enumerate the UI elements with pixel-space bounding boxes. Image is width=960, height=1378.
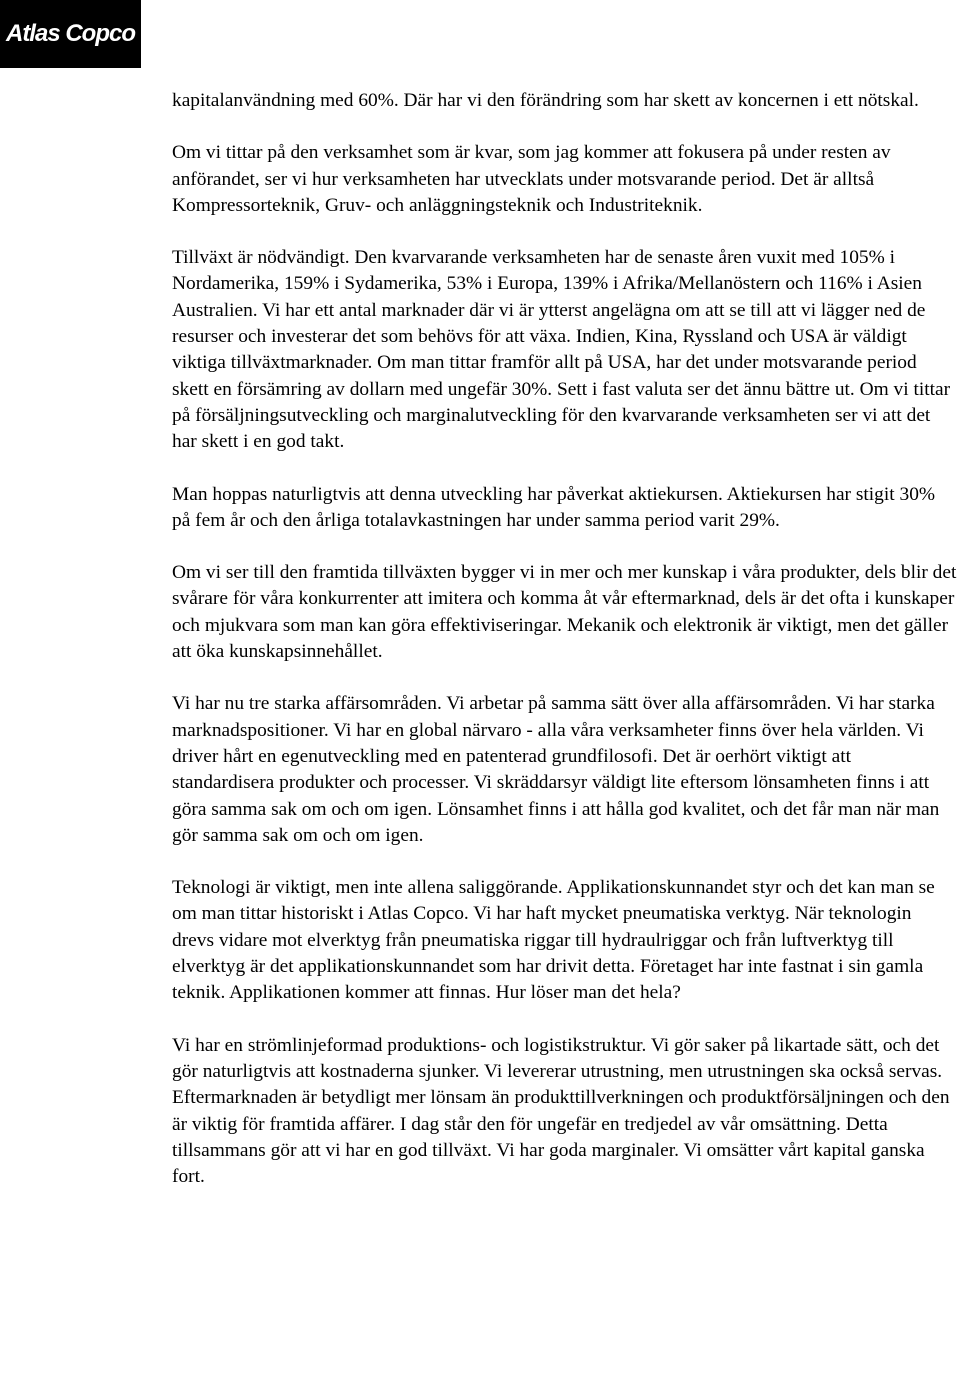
logo-text: Atlas Copco	[5, 20, 135, 47]
paragraph-1: kapitalanvändning med 60%. Där har vi den förändring som har skett av koncernen i ett nötskal.	[172, 90, 919, 111]
paragraph-6: Vi har nu tre starka affärsområden. Vi arbetar på samma sätt över alla affärsområden. Vi har starka marknadspositioner. Vi har en global närvaro - alla våra verksamheter finns över hela världen. Vi driver hårt en egenutveckling med en patenterad grundfilosofi. Det är oerhört viktigt att standardisera produkter och processer. Vi skräddarsyr väldigt lite eftersom lönsamheten finns i att göra samma sak om och om igen. Lönsamhet finns i att hålla god kvalitet, och det får man när man gör samma sak om och om igen.	[172, 693, 940, 846]
paragraph-5: Om vi ser till den framtida tillväxten bygger vi in mer och mer kunskap i våra produkter, dels blir det svårare för våra konkurrenter att imitera och komma åt vår eftermarknad, dels är det ofta i kunskaper och mjukvara som man kan göra effektiviseringar. Mekanik och elektronik är viktigt, men det gäller att öka kunskapsinnehållet.	[172, 562, 957, 663]
atlas-copco-logo	[0, 0, 141, 68]
document-body	[172, 88, 958, 1216]
paragraph-7: Teknologi är viktigt, men inte allena saliggörande. Applikationskunnandet styr och det kan man se om man tittar historiskt i Atlas Copco. Vi har haft mycket pneumatiska verktyg. När teknologin drevs vidare mot elverktyg från pneumatiska riggar till hydraulriggar och från luftverktyg till elverktyg är det applikationskunnandet som har drivit detta. Företaget har inte fastnat i sin gamla teknik. Applikationen kommer att finnas. Hur löser man det hela?	[172, 877, 935, 1004]
paragraph-2: Om vi tittar på den verksamhet som är kvar, som jag kommer att fokusera på under resten av anförandet, ser vi hur verksamheten har utvecklats under motsvarande period. Det är alltså Kompressorteknik, Gruv- och anläggningsteknik och Industriteknik.	[172, 142, 891, 216]
paragraph-8: Vi har en strömlinjeformad produktions- och logistikstruktur. Vi gör saker på likartade sätt, och det gör naturligtvis att kostnaderna sjunker. Vi levererar utrustning, men utrustningen ska också servas. Eftermarknaden är betydligt mer lönsam än produkttillverkningen och produktförsäljningen och den är viktig för framtida affärer. I dag står den för ungefär en tredjedel av vår omsättning. Detta tillsammans gör att vi har en god tillväxt. Vi har goda marginaler. Vi omsätter vårt kapital ganska fort.	[172, 1034, 950, 1188]
paragraph-3: Tillväxt är nödvändigt. Den kvarvarande verksamheten har de senaste åren vuxit med 105% i Nordamerika, 159% i Sydamerika, 53% i Europa, 139% i Afrika/Mellanöstern och 116% i Asien Australien. Vi har ett antal marknader där vi är ytterst angelägna om att se till att vi lägger ned de resurser och investerar det som behövs för att växa. Indien, Kina, Ryssland och USA är väldigt viktiga tillväxtmarknader. Om man tittar framför allt på USA, har det under motsvarande period skett en försämring av dollarn med ungefär 30%. Sett i fast valuta ser det ännu bättre ut. Om vi tittar på försäljningsutveckling och marginalutveckling för den kvarvarande verksamheten ser vi att det har skett i en god takt.	[172, 247, 951, 453]
paragraph-4: Man hoppas naturligtvis att denna utveckling har påverkat aktiekursen. Aktiekursen har stigit 30% på fem år och den årliga totalavkastningen har under samma period varit 29%.	[172, 483, 936, 531]
